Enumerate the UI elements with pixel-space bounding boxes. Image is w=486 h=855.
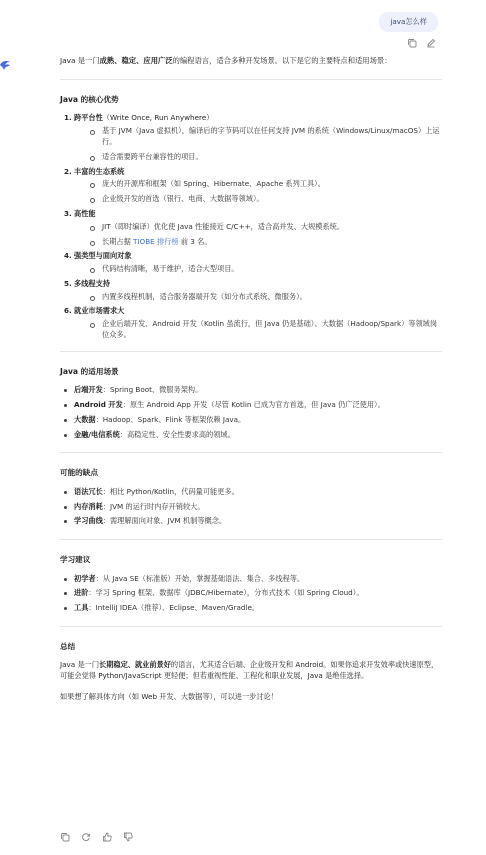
sub-list-item: 长期占据 TIOBE 排行榜 前 3 名。 (74, 237, 442, 248)
copy-icon[interactable] (60, 832, 70, 842)
thumbs-down-icon[interactable] (123, 832, 133, 842)
list-item: 工具：IntelliJ IDEA（推荐）、Eclipse、Maven/Gradle。 (60, 603, 442, 614)
section-title: 可能的缺点 (60, 468, 98, 478)
sub-list-item: 企业后端开发、Android 开发（Kotlin 虽流行，但 Java 仍是基础）、大数据（Hadoop/Spark）等领域岗位众多。 (74, 319, 442, 341)
divider (60, 626, 442, 627)
summary-paragraph: Java 是一门长期稳定、就业前景好的语言，尤其适合后端、企业级开发和 Android。如果你追求开发效率或快速原型，可能会觉得 Python/JavaScript 更轻便；但若重视性能、工程化和职业发展，Java 是绝佳选择。 (60, 660, 439, 681)
list-item: Android 开发：原生 Android App 开发（尽管 Kotlin 已成为官方首选，但 Java 仍广泛使用）。 (60, 400, 442, 411)
sub-list-item: 代码结构清晰，易于维护，适合大型项目。 (74, 264, 442, 275)
section-scenarios (60, 366, 442, 441)
section-core-advantages (60, 94, 442, 341)
divider (60, 79, 442, 80)
user-message-toolbar (407, 38, 436, 48)
regenerate-icon[interactable] (81, 832, 91, 842)
list-item: 学习曲线：需理解面向对象、JVM 机制等概念。 (60, 516, 442, 527)
divider (60, 351, 442, 352)
section-advice (60, 554, 442, 614)
list-item: 3. 高性能 JIT（即时编译）优化使 Java 性能接近 C/C++，适合高并发、大规模系统。 长期占据 TIOBE 排行榜 前 3 名。 (60, 209, 442, 247)
section-cons (60, 467, 442, 527)
sub-list-item: 企业级开发的首选（银行、电商、大数据等领域）。 (74, 194, 442, 205)
divider (60, 452, 442, 453)
list-item: 1. 跨平台性（Write Once, Run Anywhere） 基于 JVM（Java 虚拟机），编译后的字节码可以在任何支持 JVM 的系统（Windows/Linux/macOS）上运行。 适合需要跨平台兼容性的项目。 (60, 113, 442, 162)
list-item: 6. 就业市场需求大 企业后端开发、Android 开发（Kotlin 虽流行，但 Java 仍是基础）、大数据（Hadoop/Spark）等领域岗位众多。 (60, 306, 442, 340)
sub-list-item: 庞大的开源库和框架（如 Spring、Hibernate、Apache 系列工具）。 (74, 179, 442, 190)
section-title: Java 的核心优势 (60, 94, 119, 104)
thumbs-up-icon[interactable] (102, 832, 112, 842)
list-item: 内存消耗：JVM 的运行时内存开销较大。 (60, 502, 442, 513)
section-summary (60, 641, 442, 703)
assistant-avatar-icon (0, 58, 12, 72)
tiobe-link[interactable]: TIOBE 排行榜 (133, 236, 179, 246)
section-title: 总结 (60, 642, 76, 652)
list-item: 大数据：Hadoop、Spark、Flink 等框架依赖 Java。 (60, 415, 442, 426)
sub-list-item: 适合需要跨平台兼容性的项目。 (74, 152, 442, 163)
edit-icon[interactable] (426, 38, 436, 48)
copy-icon[interactable] (407, 38, 417, 48)
list-item: 4. 强类型与面向对象 代码结构清晰，易于维护，适合大型项目。 (60, 251, 442, 275)
list-item: 金融/电信系统：高稳定性、安全性要求高的领域。 (60, 430, 442, 441)
response-action-bar (60, 832, 133, 842)
assistant-message (40, 56, 442, 703)
section-title: Java 的适用场景 (60, 366, 119, 376)
section-title: 学习建议 (60, 555, 91, 565)
list-item: 5. 多线程支持 内置多线程机制，适合服务器端开发（如分布式系统、微服务）。 (60, 279, 442, 303)
sub-list-item: JIT（即时编译）优化使 Java 性能接近 C/C++，适合高并发、大规模系统。 (74, 222, 442, 233)
sub-list-item: 基于 JVM（Java 虚拟机），编译后的字节码可以在任何支持 JVM 的系统（Windows/Linux/macOS）上运行。 (74, 126, 442, 148)
list-item: 进阶：学习 Spring 框架、数据库（JDBC/Hibernate），分布式技术（如 Spring Cloud）。 (60, 588, 442, 599)
sub-list-item: 内置多线程机制，适合服务器端开发（如分布式系统、微服务）。 (74, 292, 442, 303)
user-message-bubble: java怎么样 (379, 12, 438, 32)
list-item: 后端开发：Spring Boot、微服务架构。 (60, 385, 442, 396)
list-item: 2. 丰富的生态系统 庞大的开源库和框架（如 Spring、Hibernate、Apache 系列工具）。 企业级开发的首选（银行、电商、大数据等领域）。 (60, 167, 442, 205)
list-item: 语法冗长：相比 Python/Kotlin，代码量可能更多。 (60, 487, 442, 498)
list-item: 初学者：从 Java SE（标准版）开始，掌握基础语法、集合、多线程等。 (60, 574, 442, 585)
followup-paragraph: 如果想了解具体方向（如 Web 开发、大数据等），可以进一步讨论！ (60, 692, 278, 701)
numbered-list (60, 113, 442, 341)
intro-paragraph: Java 是一门成熟、稳定、应用广泛的编程语言，适合多种开发场景。以下是它的主要特点和适用场景： (60, 56, 392, 65)
divider (60, 539, 442, 540)
